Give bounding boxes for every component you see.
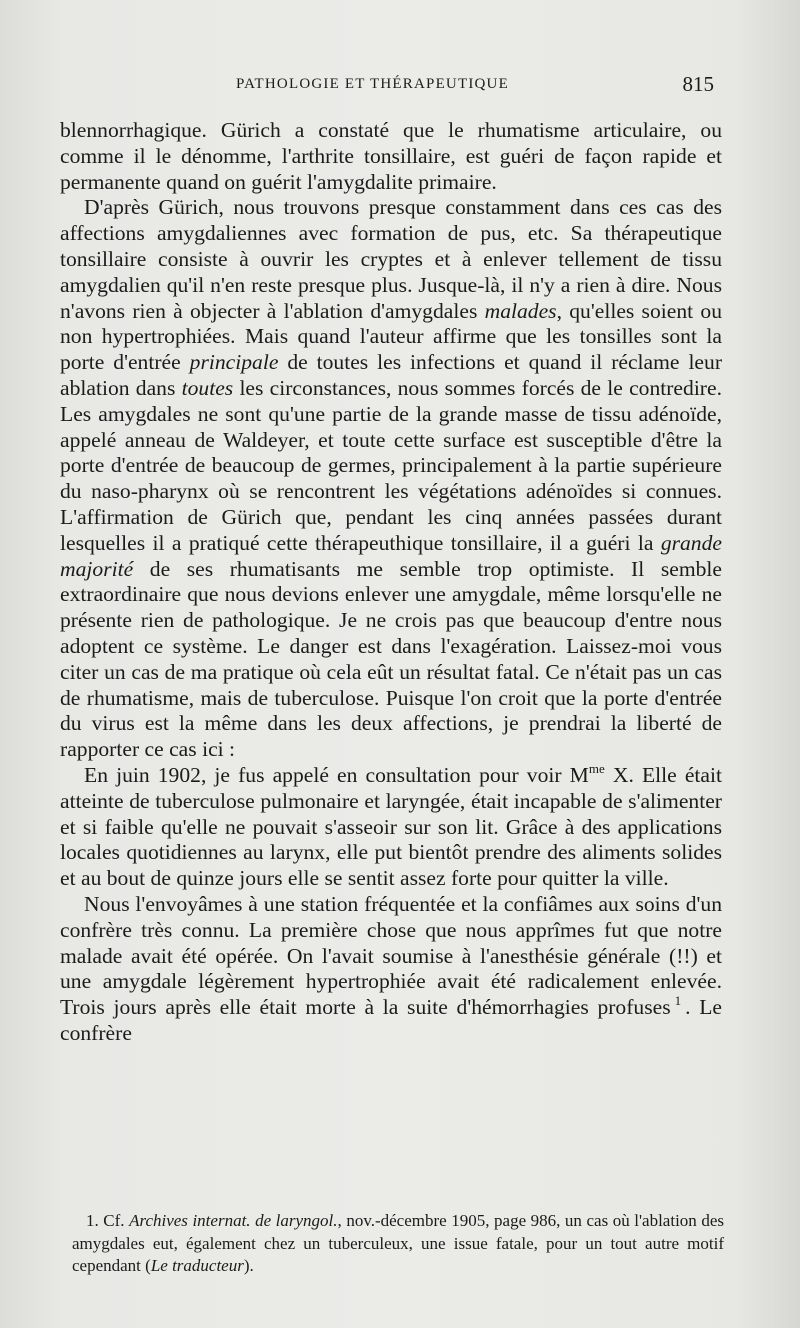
running-title: PATHOLOGIE ET THÉRAPEUTIQUE xyxy=(236,76,509,92)
emphasis-grande-majorite: grande majorité xyxy=(60,530,722,581)
paragraph-3: En juin 1902, je fus appelé en consultation pour voir $M^{me}$ X. Elle était atteinte de tuberculose pulmonaire et laryngée, était incapable de s'alimenter et si faible qu'elle ne pouvait s'asseoir sur son lit. Grâce à des applications locales quotidiennes au larynx, elle put bientôt prendre des aliments solides et au bout de quinze jours elle se sentit assez forte pour quitter la ville. xyxy=(60,760,722,891)
emphasis-malades: malades xyxy=(484,298,557,323)
emphasis-toutes: toutes xyxy=(181,375,234,400)
paragraph-4: Nous l'envoyâmes à une station fréquentée et la confiâmes aux soins d'un confrère très connu. La première chose que nous apprîmes fut que notre malade avait été opérée. On l'avait soumise à l'anesthésie générale (!!) et une amygdale légèrement hypertrophiée avait été radicalement enlevée. Trois jours après elle était morte à la suite d'hémorrhagies profuses $^1$ . Le confrère xyxy=(60,891,722,1045)
footnote-reference[interactable]: 1 xyxy=(674,993,682,1009)
emphasis-principale: principale xyxy=(189,350,279,375)
footnote-translator: Le traducteur xyxy=(150,1256,244,1275)
body-text xyxy=(60,118,722,1047)
paragraph-2: D'après Gürich, nous trouvons presque constamment dans ces cas des affections amygdaliennes avec formation de pus, etc. Sa thérapeutique tonsillaire consiste à ouvrir les cryptes et à enlever tellement de tissu amygdalien qu'il n'en reste presque plus. Jusque-là, il n'y a rien à dire. Nous n'avons rien à objecter à l'ablation d'amygdales malades, qu'elles soient ou non hypertrophiées. Mais quand l'auteur affirme que les tonsilles sont la porte d'entrée principale de toutes les infections et quand il réclame leur ablation dans toutes les circonstances, nous sommes forcés de le contredire. Les amygdales ne sont qu'une partie de la grande masse de tissu adénoïde, appelé anneau de Waldeyer, et toute cette surface est susceptible d'être la porte d'entrée de beaucoup de germes, principalement à la partie supérieure du naso-pharynx où se rencontrent les végétations adénoïdes si connues. L'affirmation de Gürich que, pendant les cinq années passées durant lesquelles il a pratiqué cette thérapeuthique tonsillaire, il a guéri la grande majorité de ses rhumatisants me semble trop optimiste. Il semble extraordinaire que nous devions enlever une amygdale, même lorsqu'elle ne présente rien de pathologique. Je ne crois pas que beaucoup d'entre nous adoptent ce système. Le danger est dans l'exagération. Laissez-moi vous citer un cas de ma pratique où cela eût un résultat fatal. Ce n'était pas un cas de rhumatisme, mais de tuberculose. Puisque l'on croit que la porte d'entrée du virus est la même dans les deux affections, je prendrai la liberté de rapporter ce cas ici : xyxy=(60,195,723,762)
footnote-1: 1. Cf. Archives internat. de laryngol., nov.-décembre 1905, page 986, un cas où l'ablation des amygdales eut, également chez un tuberculeux, une issue fatale, pour un tout autre motif cependant (Le traducteur). xyxy=(72,1211,725,1275)
footnotes xyxy=(72,1210,724,1278)
page-number: 815 xyxy=(682,72,714,96)
footnote-journal-title: Archives internat. de laryngol. xyxy=(129,1211,338,1230)
superscript-me: me xyxy=(588,760,605,776)
paragraph-1: blennorrhagique. Gürich a constaté que le rhumatisme articulaire, ou comme il le dénomme, l'arthrite tonsillaire, est guéri de façon rapide et permanente quand on guérit l'amygdalite primaire. xyxy=(60,118,722,194)
running-header xyxy=(60,72,714,102)
